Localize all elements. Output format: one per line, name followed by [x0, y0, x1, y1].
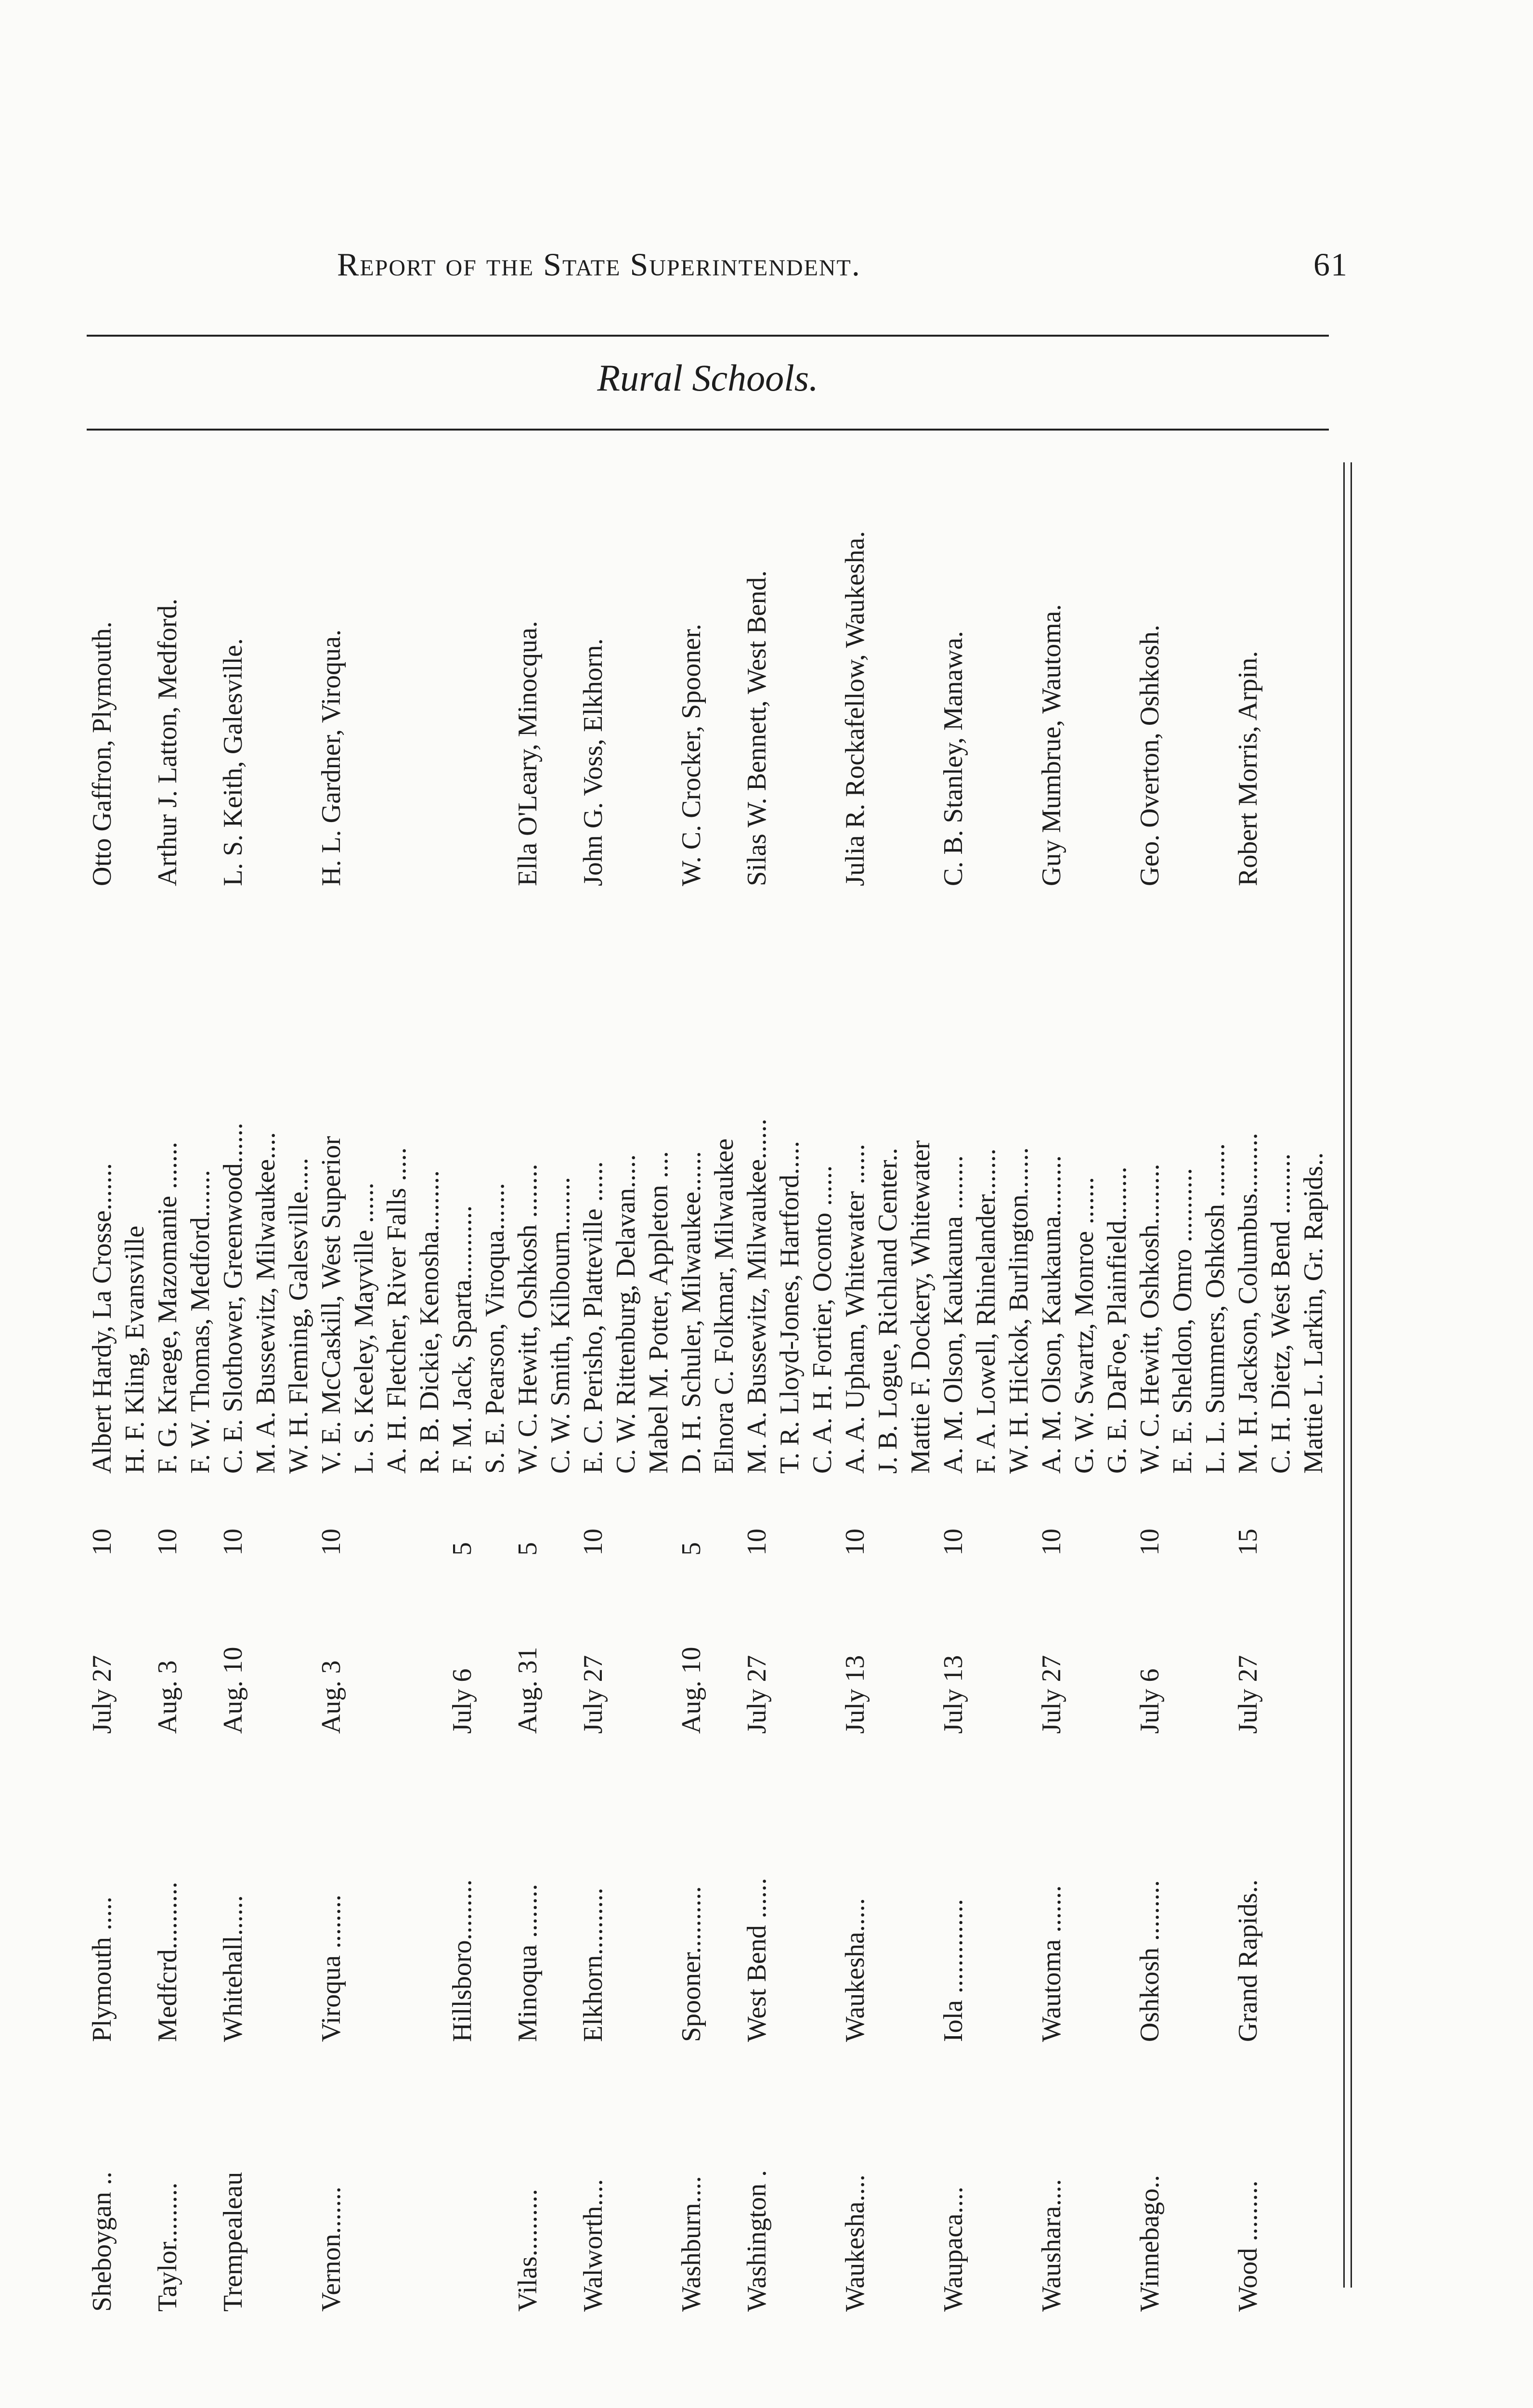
- instructor-cell: T. R. Lloyd-Jones, Hartford.....: [775, 1140, 805, 1474]
- instructor-cell: Mattie L. Larkin, Gr. Rapids..: [1299, 1152, 1328, 1474]
- place-cell: Spooner..........: [676, 1886, 706, 2042]
- county-cell: Wood .........: [1233, 2180, 1263, 2312]
- instructor-cell: S. E. Pearson, Viroqua.......: [480, 1183, 510, 1474]
- days-cell: 15: [1233, 1529, 1263, 1556]
- county-cell: Taylor.........: [153, 2182, 182, 2312]
- top-rule: [87, 335, 1329, 337]
- conductor-cell: Ella O'Leary, Minocqua.: [513, 621, 543, 886]
- date-cell: Aug. 3: [316, 1660, 346, 1734]
- date-cell: July 27: [87, 1655, 117, 1734]
- days-cell: 10: [742, 1529, 772, 1556]
- instructor-cell: W. C. Hewitt, Oshkosh.........: [1135, 1164, 1165, 1474]
- conductor-cell: H. L. Gardner, Viroqua.: [316, 629, 346, 886]
- instructor-cell: A. M. Olson, Kaukauna ........: [938, 1155, 968, 1474]
- conductor-cell: John G. Voss, Elkhorn.: [578, 638, 608, 886]
- days-cell: 10: [938, 1529, 968, 1556]
- date-cell: Aug. 3: [153, 1660, 182, 1734]
- instructor-cell: V. E. McCaskill, West Superior: [316, 1136, 346, 1474]
- instructor-cell: F. M. Jack, Sparta...........: [447, 1205, 477, 1474]
- instructor-cell: E. E. Sheldon, Omro ...........: [1168, 1168, 1197, 1474]
- county-cell: Trempealeau: [218, 2172, 248, 2312]
- conductor-cell: L. S. Keith, Galesville.: [218, 638, 248, 886]
- conductor-cell: Guy Mumbrue, Wautoma.: [1037, 604, 1066, 886]
- instructor-cell: W. H. Hickok, Burlington.......: [1004, 1147, 1034, 1474]
- instructor-cell: G. W. Swartz, Monroe .......: [1069, 1177, 1099, 1474]
- instructor-cell: C. W. Rittenburg, Delavan.....: [611, 1154, 641, 1474]
- place-cell: West Bend ......: [742, 1878, 772, 2042]
- county-cell: Vilas..........: [513, 2189, 543, 2312]
- date-cell: Aug. 10: [218, 1647, 248, 1734]
- conductor-cell: Robert Morris, Arpin.: [1233, 651, 1263, 886]
- county-cell: Winnebago..: [1135, 2175, 1165, 2312]
- instructor-cell: F. A. Lowell, Rhinelander.......: [971, 1148, 1001, 1474]
- instructor-cell: Mabel M. Potter, Appleton ....: [644, 1151, 674, 1474]
- instructor-cell: G. E. DaFoe, Plainfield........: [1102, 1166, 1132, 1474]
- conductor-cell: Julia R. Rockafellow, Waukesha.: [840, 531, 870, 886]
- instructor-cell: C. A. H. Fortier, Oconto ......: [807, 1165, 837, 1474]
- conductor-cell: Otto Gaffron, Plymouth.: [87, 621, 117, 886]
- date-cell: July 13: [840, 1655, 870, 1734]
- instructor-cell: W. C. Hewitt, Oshkosh ........: [513, 1164, 543, 1474]
- county-cell: Waukesha....: [840, 2174, 870, 2312]
- county-cell: Waupaca....: [938, 2186, 968, 2312]
- place-cell: Wautoma .......: [1037, 1885, 1066, 2042]
- instructor-cell: L. S. Keeley, Mayville ......: [349, 1182, 379, 1474]
- instructor-cell: A. A. Upham, Whitewater ......: [840, 1144, 870, 1474]
- conductor-cell: C. B. Stanley, Manawa.: [938, 631, 968, 886]
- page-number: 61: [1313, 246, 1348, 283]
- instructor-cell: F. W. Thomas, Medford.......: [185, 1170, 215, 1474]
- place-cell: Grand Rapids..: [1233, 1879, 1263, 2042]
- instructor-cell: Mattie F. Dockery, Whitewater: [906, 1140, 935, 1474]
- conductor-cell: Arthur J. Latton, Medford.: [153, 598, 182, 886]
- days-cell: 10: [316, 1529, 346, 1556]
- date-cell: July 6: [447, 1668, 477, 1734]
- rural-schools-table: [67, 458, 1348, 2312]
- instructor-cell: A. M. Olson, Kaukauna.........: [1037, 1155, 1066, 1474]
- county-cell: Washington .: [742, 2170, 772, 2312]
- days-cell: 5: [447, 1542, 477, 1556]
- instructor-cell: F. G. Kraege, Mazomanie .......: [153, 1141, 182, 1474]
- place-cell: Oshkosh .........: [1135, 1880, 1165, 2042]
- date-cell: July 6: [1135, 1668, 1165, 1734]
- date-cell: July 27: [578, 1655, 608, 1734]
- right-border-double: [1351, 462, 1352, 2288]
- instructor-cell: D. H. Schuler, Milwaukee......: [676, 1151, 706, 1474]
- place-cell: Plymouth .....: [87, 1897, 117, 2042]
- days-cell: 10: [1135, 1529, 1165, 1556]
- date-cell: July 27: [742, 1655, 772, 1734]
- place-cell: Medfcrd..........: [153, 1882, 182, 2042]
- instructor-cell: C. W. Smith, Kilbourn........: [546, 1177, 575, 1474]
- days-cell: 10: [578, 1529, 608, 1556]
- instructor-cell: J. B. Logue, Richland Center..: [873, 1148, 903, 1474]
- instructor-cell: Albert Hardy, La Crosse.......: [87, 1163, 117, 1474]
- county-cell: Waushara....: [1037, 2179, 1066, 2312]
- days-cell: 5: [676, 1542, 706, 1556]
- conductor-cell: Geo. Overton, Oshkosh.: [1135, 625, 1165, 886]
- place-cell: Viroqua ........: [316, 1894, 346, 2042]
- date-cell: July 13: [938, 1655, 968, 1734]
- date-cell: July 27: [1037, 1655, 1066, 1734]
- instructor-cell: L. L. Summers, Oshkosh ........: [1200, 1143, 1230, 1474]
- days-cell: 10: [218, 1529, 248, 1556]
- instructor-cell: M. A. Bussewitz, Milwaukee....: [251, 1132, 281, 1474]
- instructor-cell: W. H. Fleming, Galesville.....: [284, 1158, 313, 1474]
- instructor-cell: R. B. Dickie, Kenosha.........: [415, 1170, 444, 1474]
- section-title: Rural Schools.: [597, 357, 818, 399]
- place-cell: Elkhorn..........: [578, 1887, 608, 2042]
- place-cell: Hillsboro.........: [447, 1879, 477, 2042]
- instructor-cell: M. A. Bussewitz, Milwaukee......: [742, 1118, 772, 1474]
- conductor-cell: W. C. Crocker, Spooner.: [676, 624, 706, 886]
- place-cell: Iola ..............: [938, 1898, 968, 2042]
- place-cell: Waukesha.....: [840, 1898, 870, 2042]
- date-cell: Aug. 31: [513, 1647, 543, 1734]
- running-title: Report of the State Superintendent.: [337, 246, 861, 283]
- page-header: [337, 246, 1348, 284]
- county-cell: Vernon.......: [316, 2186, 346, 2312]
- instructor-cell: M. H. Jackson, Columbus.........: [1233, 1133, 1263, 1474]
- days-cell: 10: [840, 1529, 870, 1556]
- days-cell: 5: [513, 1542, 543, 1556]
- instructor-cell: E. C. Perisho, Platteville ......: [578, 1161, 608, 1474]
- days-cell: 10: [1037, 1529, 1066, 1556]
- county-cell: Sheboygan ..: [87, 2172, 117, 2312]
- instructor-cell: A. H. Fletcher, River Falls .....: [382, 1147, 412, 1474]
- date-cell: July 27: [1233, 1655, 1263, 1734]
- days-cell: 10: [87, 1529, 117, 1556]
- days-cell: 10: [153, 1529, 182, 1556]
- place-cell: Whitehall......: [218, 1895, 248, 2042]
- instructor-cell: H. F. Kling, Evansville: [120, 1225, 150, 1474]
- instructor-cell: C. H. Dietz, West Bend .........: [1266, 1153, 1296, 1474]
- place-cell: Minoqua ........: [513, 1884, 543, 2042]
- instructor-cell: C. E. Slothower, Greenwood......: [218, 1123, 248, 1474]
- date-cell: Aug. 10: [676, 1647, 706, 1734]
- instructor-cell: Elnora C. Folkmar, Milwaukee: [709, 1138, 739, 1474]
- conductor-cell: Silas W. Bennett, West Bend.: [742, 570, 772, 886]
- county-cell: Washburn....: [676, 2176, 706, 2312]
- county-cell: Walworth....: [578, 2179, 608, 2312]
